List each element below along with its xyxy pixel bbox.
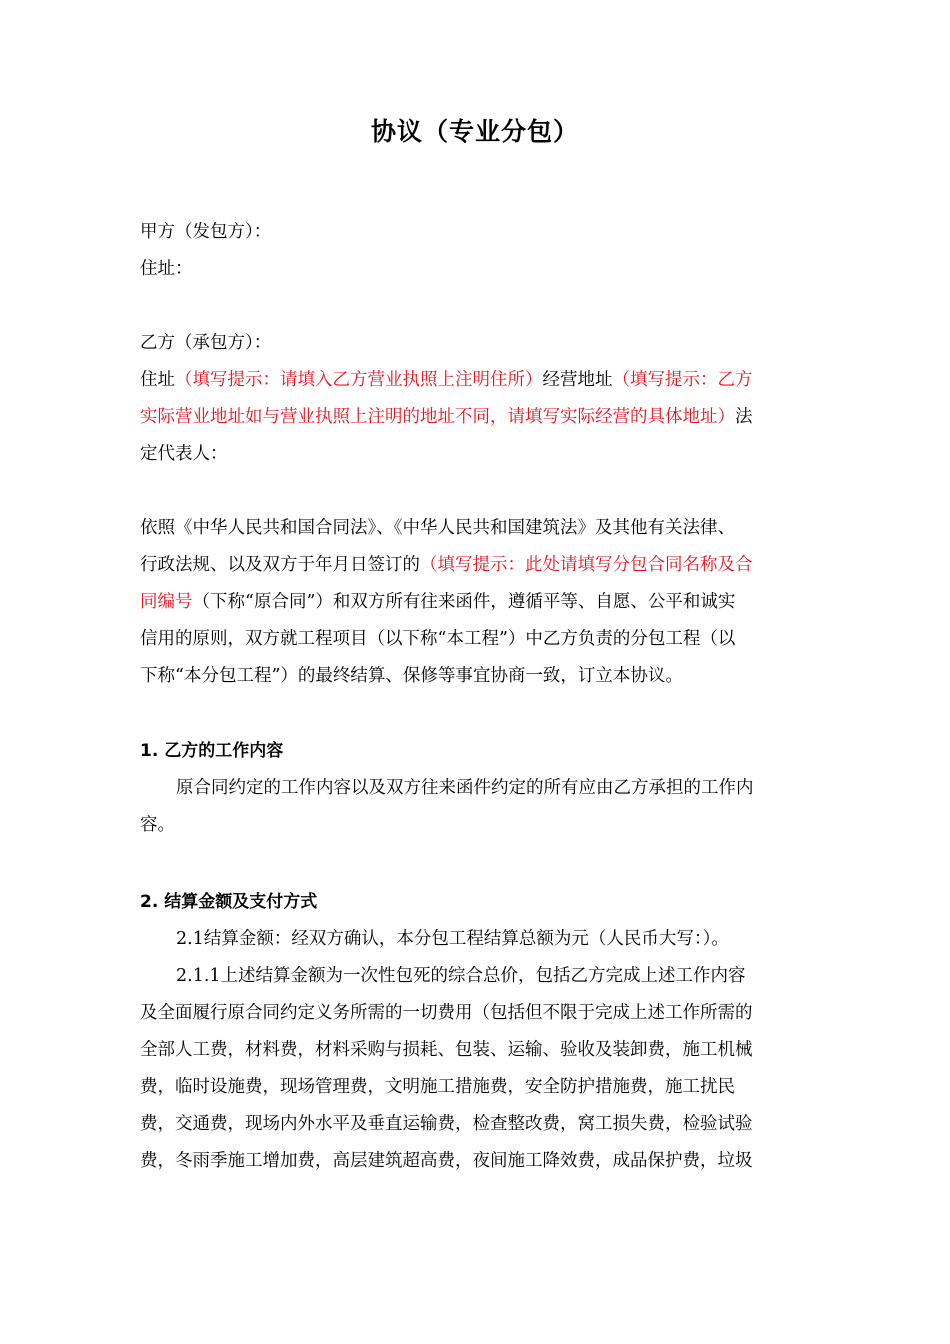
clause-2-1-1-line: 费，交通费，现场内外水平及垂直运输费，检查整改费，窝工损失费，检验试验 — [140, 1114, 753, 1134]
party-b-block — [140, 325, 824, 473]
fill-hint-contract-number: 同编号 — [140, 592, 193, 612]
clause-2-1: 2.1结算金额：经双方确认，本分包工程结算总额为元（人民币大写：）。 — [176, 929, 729, 949]
legal-rep-label-start: 法 — [735, 407, 753, 427]
business-address-label: 经营地址 — [542, 370, 613, 390]
preamble-text: （下称“原合同”）和双方所有往来函件，遵循平等、自愿、公平和诚实 — [192, 592, 736, 612]
section-1 — [140, 733, 824, 844]
party-a-block — [140, 214, 824, 288]
clause-2-1-1-line: 及全面履行原合同约定义务所需的一切费用（包括但不限于完成上述工作所需的 — [140, 1003, 753, 1023]
party-a-label: 甲方（发包方）： — [140, 222, 272, 242]
clause-2-1-1-line: 2.1.1上述结算金额为一次性包死的综合总价，包括乙方完成上述工作内容 — [176, 966, 746, 986]
section-1-text: 容。 — [140, 815, 175, 835]
clause-2-1-1-line: 费，临时设施费，现场管理费，文明施工措施费，安全防护措施费，施工扰民 — [140, 1077, 735, 1097]
preamble-paragraph — [140, 510, 824, 695]
section-1-text: 原合同约定的工作内容以及双方往来函件约定的所有应由乙方承担的工作内 — [176, 778, 754, 798]
party-b-label: 乙方（承包方）： — [140, 333, 272, 353]
preamble-line: 下称“本分包工程”）的最终结算、保修等事宜协商一致，订立本协议。 — [140, 666, 683, 686]
preamble-line — [140, 547, 824, 584]
section-2-heading: 2. 结算金额及支付方式 — [140, 892, 318, 912]
preamble-line: 依照《中华人民共和国合同法》、《中华人民共和国建筑法》及其他有关法律、 — [140, 518, 735, 538]
party-b-address-line1 — [140, 362, 824, 399]
fill-hint-contract-name: （填写提示：此处请填写分包合同名称及合 — [420, 555, 753, 575]
fill-hint-registered-address: （填写提示：请填入乙方营业执照上注明住所） — [175, 370, 543, 390]
section-2 — [140, 884, 824, 1180]
clause-2-1-1-line: 费，冬雨季施工增加费，高层建筑超高费，夜间施工降效费，成品保护费，垃圾 — [140, 1151, 753, 1171]
party-a-address-label: 住址： — [140, 259, 193, 279]
preamble-line — [140, 584, 824, 621]
address-label: 住址 — [140, 370, 175, 390]
preamble-line: 信用的原则，双方就工程项目（以下称“本工程”）中乙方负责的分包工程（以 — [140, 629, 736, 649]
clause-2-1-1-line: 全部人工费，材料费，材料采购与损耗、包装、运输、验收及装卸费，施工机械 — [140, 1040, 753, 1060]
section-1-heading: 1. 乙方的工作内容 — [140, 741, 284, 761]
party-b-address-line2 — [140, 399, 824, 436]
legal-representative-label: 定代表人： — [140, 444, 228, 464]
fill-hint-business-address-cont: 实际营业地址如与营业执照上注明的地址不同，请填写实际经营的具体地址） — [140, 407, 735, 427]
fill-hint-business-address-start: （填写提示：乙方 — [612, 370, 753, 390]
preamble-text: 行政法规、以及双方于年月日签订的 — [140, 555, 420, 575]
document-title: 协议（专业分包） — [370, 117, 579, 146]
